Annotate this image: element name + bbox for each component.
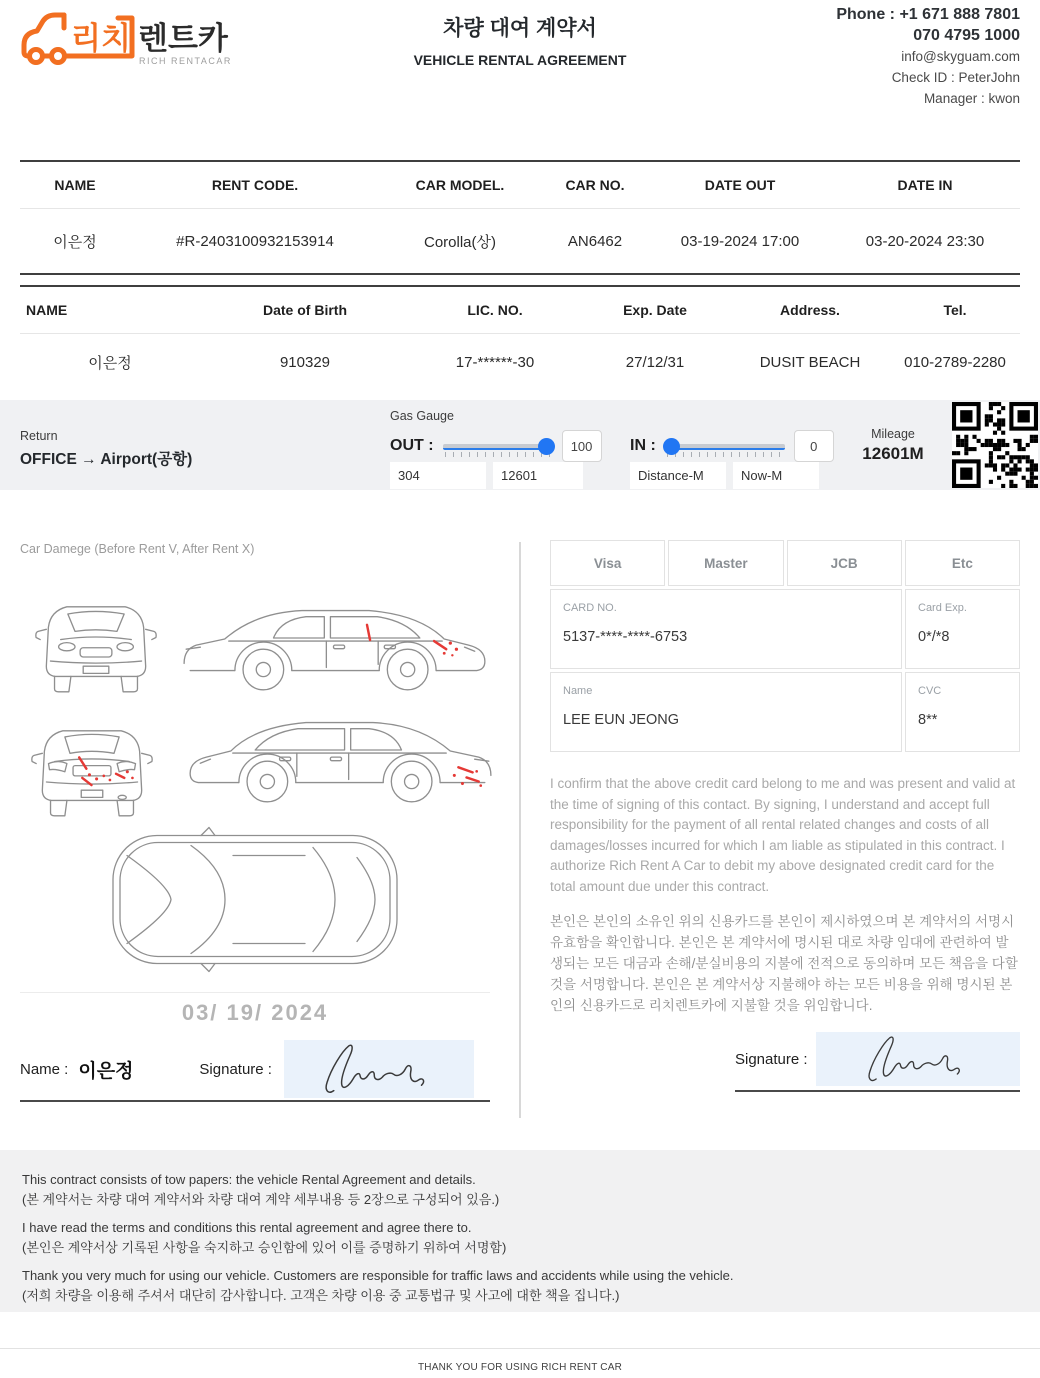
note-english: I have read the terms and conditions this rental agreement and agree there to.	[22, 1220, 472, 1235]
return-value: OFFICE → Airport(공항)	[20, 451, 193, 468]
contact-block	[836, 4, 1020, 109]
cardholder-signature-row	[735, 1032, 1020, 1092]
slider-handle[interactable]	[663, 438, 680, 455]
driver-value-tel: 010-2789-2280	[904, 353, 1006, 371]
phone-secondary: 070 4795 1000	[913, 27, 1020, 44]
rental-value-car-no: AN6462	[567, 232, 623, 250]
gas-in-row	[630, 430, 834, 462]
note-english: Thank you very much for using our vehicle. Customers are responsible for traffic laws and accidents while using the vehicle.	[22, 1268, 734, 1283]
mileage-value: 12601M	[862, 444, 924, 463]
car-diagram-front	[32, 576, 160, 697]
driver-header-cell: Address.	[730, 287, 890, 334]
driver-table	[20, 285, 1020, 390]
slider-track[interactable]	[665, 444, 785, 450]
rental-value-name: 이은정	[53, 233, 97, 251]
mileage-label: Mileage	[871, 427, 915, 441]
driver-header-cell: NAME	[20, 287, 200, 334]
card-brand-master[interactable]: Master	[668, 540, 783, 586]
note-english: This contract consists of tow papers: the vehicle Rental Agreement and details.	[22, 1172, 476, 1187]
slider-ticks	[667, 452, 783, 457]
driver-value-birth: 910329	[279, 353, 331, 371]
note-pair	[22, 1218, 1018, 1257]
footer-notes	[0, 1150, 1040, 1312]
driver-header-cell: LIC. NO.	[410, 287, 580, 334]
gas-out-fields	[390, 462, 583, 489]
card-panel	[550, 540, 1020, 1092]
card-name-value: LEE EUN JEONG	[563, 712, 680, 728]
column-divider	[519, 542, 521, 1118]
odometer-field[interactable]: 12601	[493, 462, 583, 489]
contract-date: 03/ 19/ 2024	[181, 1000, 329, 1025]
return-block	[20, 429, 192, 469]
signature-label: Signature :	[199, 1060, 272, 1078]
title-korean: 차량 대여 계약서	[443, 17, 597, 40]
card-brand-row	[550, 540, 1020, 586]
logo-text-korean-orange: 리치	[71, 21, 131, 56]
driver-header-cell: Date of Birth	[200, 287, 410, 334]
driver-value-exp-date: 27/12/31	[625, 353, 685, 371]
rental-header-cell: DATE IN	[830, 162, 1020, 209]
car-diagram-side-left	[178, 580, 493, 694]
footer-thanks: THANK YOU FOR USING RICH RENT CAR	[417, 1362, 623, 1373]
card-info-grid	[550, 589, 1020, 752]
note-pair	[22, 1266, 1018, 1305]
card-exp-value: 0*/*8	[918, 629, 950, 645]
note-pair	[22, 1170, 1018, 1209]
note-korean: (본인은 계약서상 기록된 사항을 숙지하고 승인함에 있어 이를 증명하기 위하여 서명함)	[22, 1239, 507, 1255]
date-divider	[20, 992, 490, 993]
gas-gauge-section	[0, 400, 1040, 490]
signature-pad[interactable]	[816, 1032, 1020, 1086]
confirmation-text-korean: 본인은 본인의 소유인 위의 신용카드를 본인이 제시하였으며 본 계약서의 서명시 유효함을 확인합니다. 본인은 본 계약서에 명시된 대로 차량 임대에 관련하여 발생되는 모든 대금과 손해/분실비용의 지불에 전적으로 동의하며 모든 책음을 다할 것을 서명합니다. 본인은 본 계약서상 지불해야 하는 모든 비용을 위해 명시된 본인의 신용카드로 리치렌트카에 지불할 것을 위임합니다.	[550, 914, 1018, 1013]
gas-in-value[interactable]: 0	[794, 430, 834, 462]
driver-value-license: 17-******-30	[455, 353, 535, 371]
distance-start-field[interactable]: 304	[390, 462, 486, 489]
rental-header-cell: NAME	[20, 162, 130, 209]
gas-in-fields	[630, 462, 819, 489]
card-brand-jcb[interactable]: JCB	[787, 540, 902, 586]
manager: Manager : kwon	[923, 91, 1020, 106]
card-name-label: Name	[563, 685, 593, 697]
check-id: Check ID : PeterJohn	[891, 70, 1020, 85]
car-damage-title: Car Damege (Before Rent V, After Rent X)	[20, 542, 255, 556]
rental-header-cell: RENT CODE.	[130, 162, 380, 209]
card-cvc-cell[interactable]	[905, 672, 1020, 752]
driver-value-address: DUSIT BEACH	[759, 353, 861, 371]
card-brand-visa[interactable]: Visa	[550, 540, 665, 586]
rental-value-date-in: 03-20-2024 23:30	[865, 232, 985, 250]
signature-pad[interactable]	[284, 1040, 474, 1098]
gas-gauge-label: Gas Gauge	[390, 409, 454, 423]
card-number-value: 5137-****-****-6753	[563, 629, 688, 645]
driver-header-cell: Exp. Date	[580, 287, 730, 334]
email: info@skyguam.com	[901, 49, 1020, 64]
title-english: VEHICLE RENTAL AGREEMENT	[413, 52, 627, 68]
gas-out-row	[390, 430, 602, 462]
rental-value-car-model: Corolla(상)	[424, 233, 496, 251]
rental-header-cell: DATE OUT	[650, 162, 830, 209]
card-exp-cell[interactable]	[905, 589, 1020, 669]
gas-out-label: OUT :	[390, 437, 434, 454]
qr-code	[952, 402, 1038, 488]
card-brand-etc[interactable]: Etc	[905, 540, 1020, 586]
note-korean: (본 계약서는 차량 대여 계약서와 차량 대여 계약 세부내용 등 2장으로 구성되어 있음.)	[22, 1191, 500, 1207]
distance-m-field[interactable]: Distance-M	[630, 462, 726, 489]
rental-value-date-out: 03-19-2024 17:00	[680, 232, 800, 250]
card-number-label: CARD NO.	[563, 602, 617, 614]
card-cvc-label: CVC	[918, 685, 942, 697]
car-damage-panel	[20, 540, 505, 1120]
footer-divider	[0, 1348, 1040, 1349]
note-korean: (저희 차량을 이용해 주셔서 대단히 감사합니다. 고객은 차량 이용 중 교통법규 및 사고에 대한 책을 집니다.)	[22, 1287, 620, 1303]
gas-out-value[interactable]: 100	[562, 430, 602, 462]
car-diagram-side-right	[182, 692, 497, 806]
card-exp-label: Card Exp.	[918, 602, 967, 614]
return-label: Return	[20, 429, 58, 443]
card-name-cell[interactable]	[550, 672, 902, 752]
signature-label: Signature :	[735, 1050, 808, 1068]
rental-header-cell: CAR MODEL.	[380, 162, 540, 209]
slider-handle[interactable]	[538, 438, 555, 455]
rental-table	[20, 160, 1020, 275]
signature-image	[843, 1034, 993, 1084]
confirmation-text-english: I confirm that the above credit card belong to me and was present and valid at the time of signing of this contact. By signing, I understand and accept full responsibility for the payment of all rental related changes and costs of all damages/losses incurred for which I am liable as stipulated in this contract. I authorize Rich Rent A Car to debit my above designated credit card for the total amount due under this contract.	[550, 776, 1016, 894]
car-diagram-top	[105, 822, 405, 977]
logo-text-korean-dark: 렌트카	[138, 21, 228, 56]
name-value: 이은정	[78, 1060, 134, 1082]
now-m-field[interactable]: Now-M	[733, 462, 819, 489]
phone-primary: Phone : +1 671 888 7801	[836, 6, 1020, 23]
rental-value-rent-code: #R-2403100932153914	[176, 232, 334, 250]
name-label: Name :	[20, 1060, 69, 1078]
card-cvc-value: 8**	[918, 712, 938, 728]
card-number-cell[interactable]	[550, 589, 902, 669]
driver-header-cell: Tel.	[890, 287, 1020, 334]
mileage-block	[838, 427, 948, 464]
gas-in-label: IN :	[630, 437, 656, 454]
logo-subtitle: RICH RENTACAR	[139, 56, 232, 66]
rental-header-cell: CAR NO.	[540, 162, 650, 209]
slider-track[interactable]	[443, 444, 553, 450]
signature-image	[299, 1042, 459, 1096]
car-diagram-rear	[28, 700, 156, 821]
slider-ticks	[445, 452, 551, 457]
driver-value-name: 이은정	[88, 354, 132, 372]
gas-out-slider[interactable]	[443, 438, 553, 455]
gas-in-slider[interactable]	[665, 438, 785, 455]
customer-signature-row	[20, 1038, 490, 1102]
